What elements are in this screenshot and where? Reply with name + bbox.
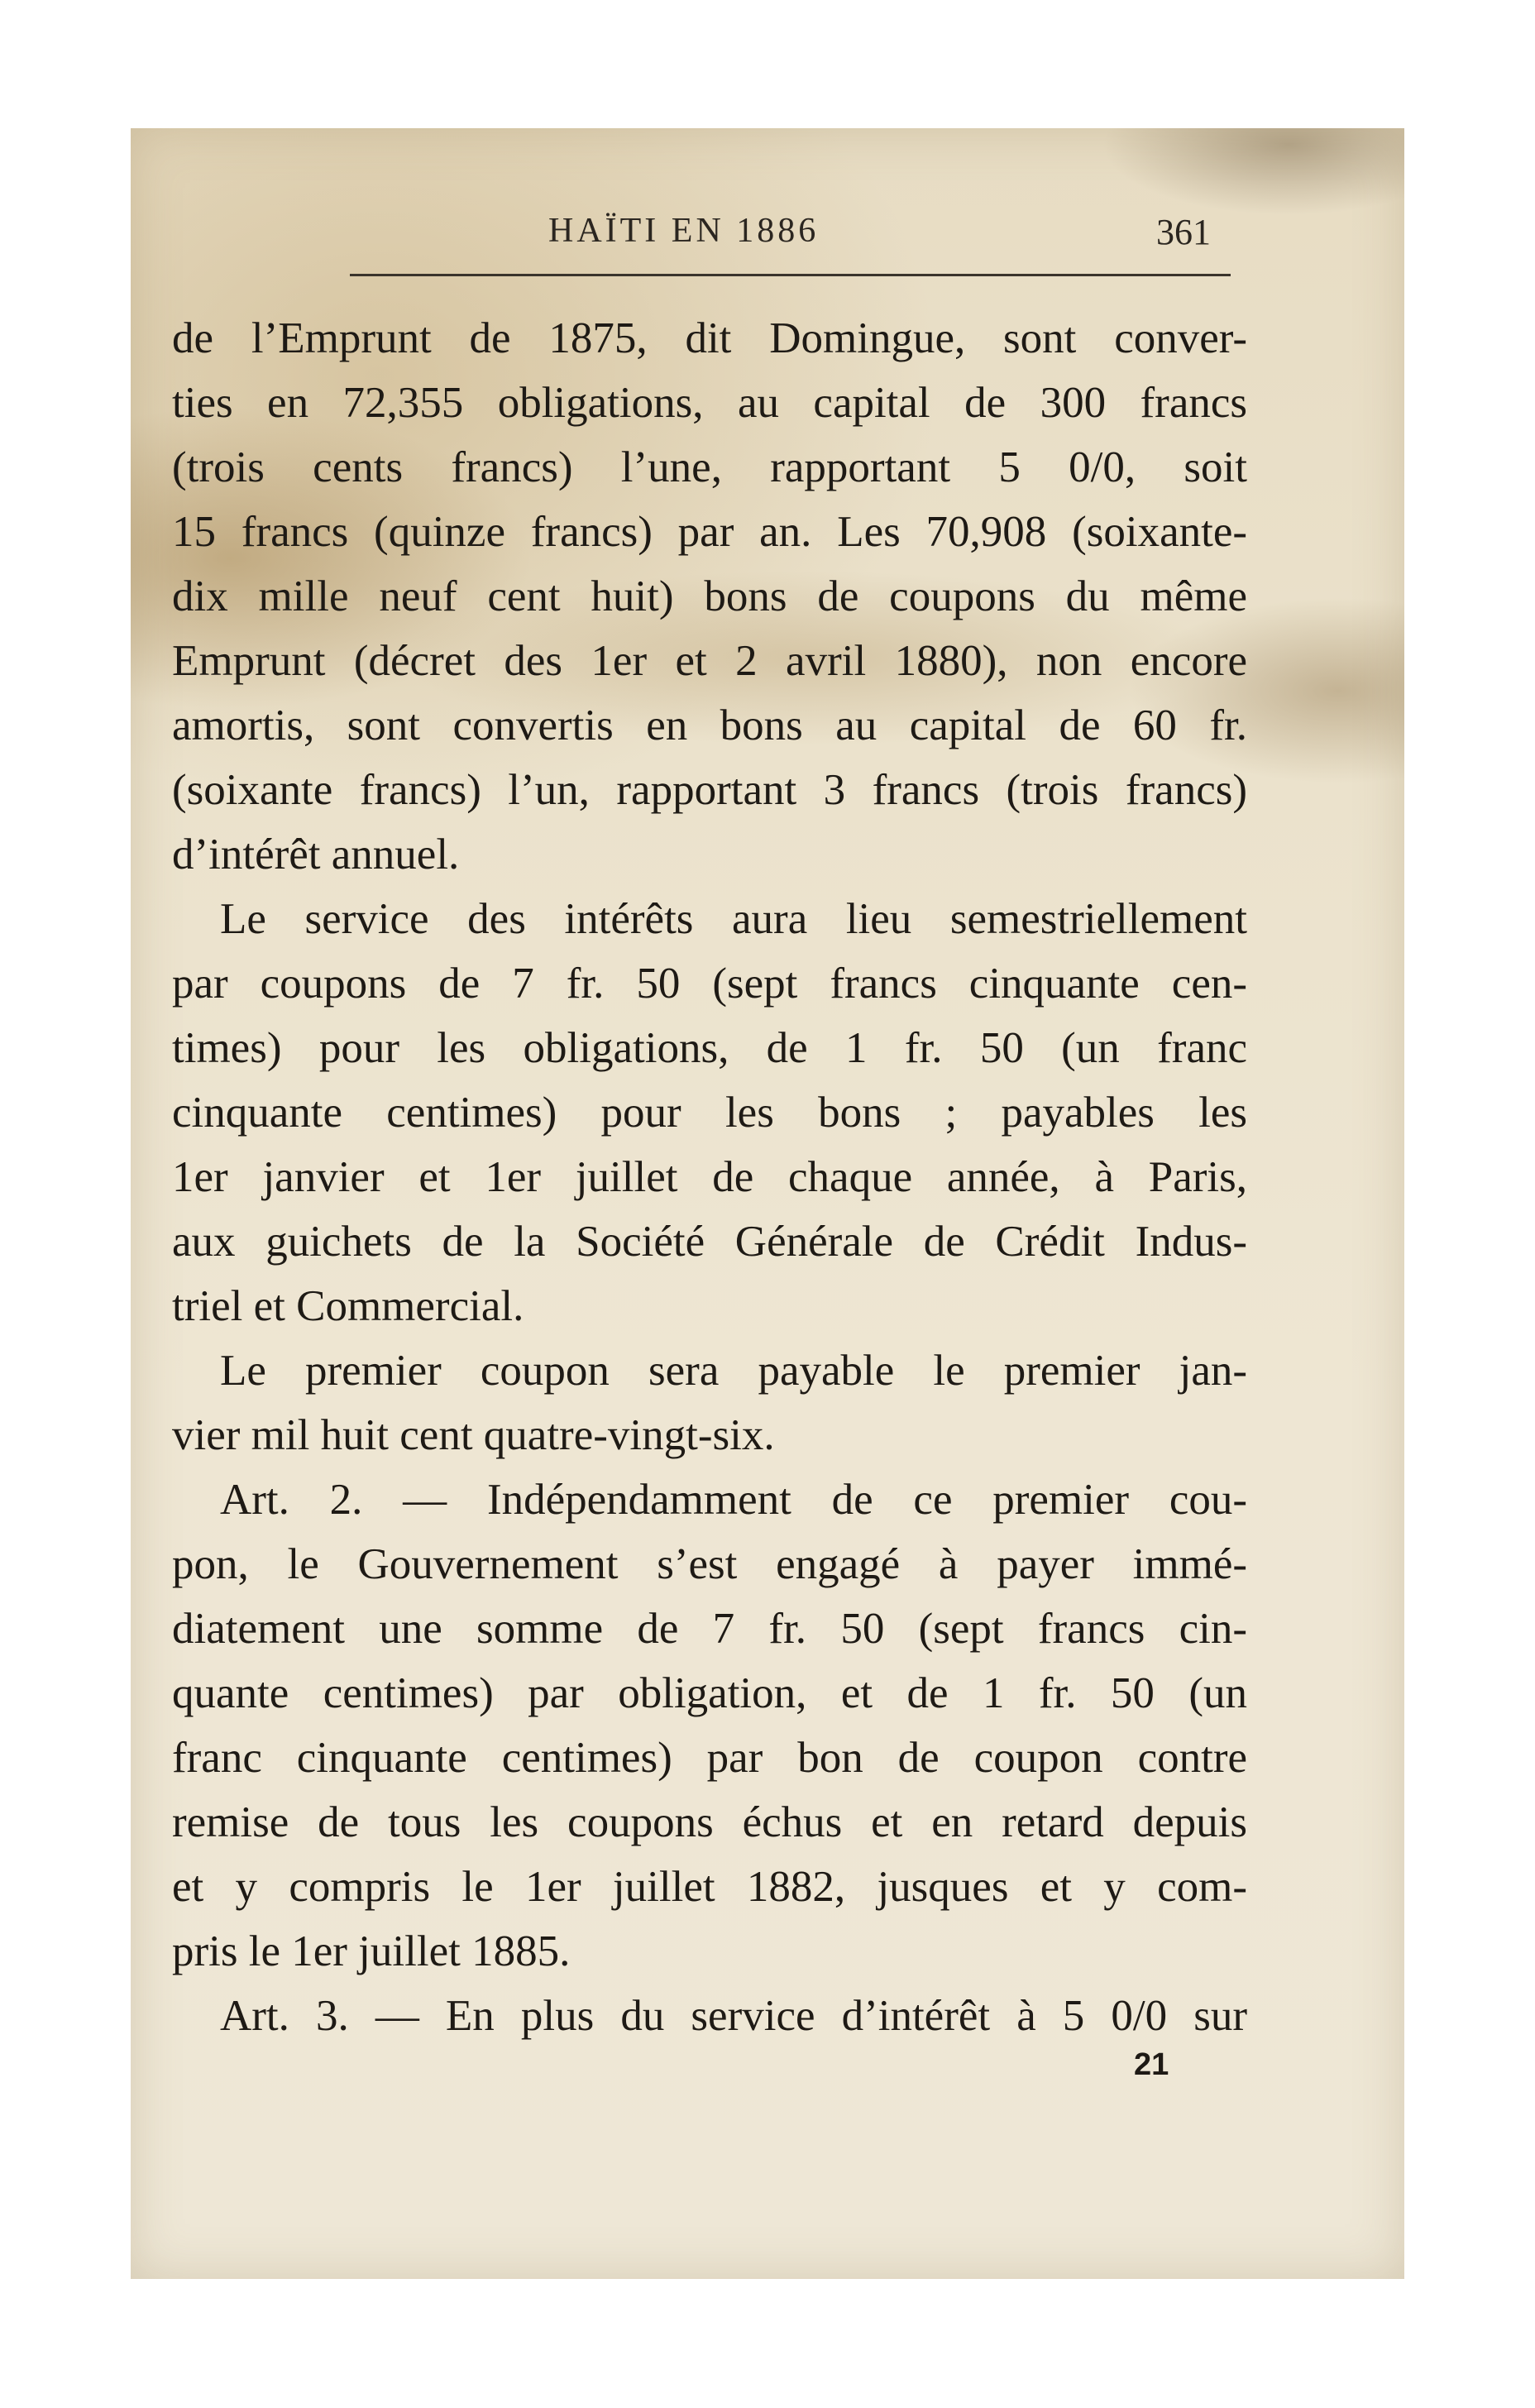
text-line: d’intérêt annuel. bbox=[172, 831, 460, 878]
text-line: Art. 2. — Indépendamment de ce premier cou- bbox=[220, 1476, 1247, 1524]
running-head bbox=[131, 211, 1404, 261]
text-line: vier mil huit cent quatre-vingt-six. bbox=[172, 1411, 775, 1459]
text-line: de l’Emprunt de 1875, dit Domingue, sont conver- bbox=[172, 314, 1247, 362]
header-rule bbox=[350, 274, 1231, 276]
text-line: (trois cents francs) l’une, rapportant 5 0/0, soit bbox=[172, 443, 1247, 491]
page-number: 361 bbox=[1156, 212, 1211, 252]
text-line: (soixante francs) l’un, rapportant 3 francs (trois francs) bbox=[172, 766, 1247, 814]
text-line: remise de tous les coupons échus et en retard depuis bbox=[172, 1798, 1247, 1846]
text-line: amortis, sont convertis en bons au capital de 60 fr. bbox=[172, 701, 1247, 749]
text-line: par coupons de 7 fr. 50 (sept francs cinquante cen- bbox=[172, 960, 1247, 1008]
text-line: 1er janvier et 1er juillet de chaque année, à Paris, bbox=[172, 1153, 1247, 1201]
text-line: times) pour les obligations, de 1 fr. 50 (un franc bbox=[172, 1024, 1247, 1072]
text-line: aux guichets de la Société Générale de Crédit Indus- bbox=[172, 1218, 1247, 1266]
text-line: quante centimes) par obligation, et de 1 fr. 50 (un bbox=[172, 1669, 1247, 1717]
text-line: pon, le Gouvernement s’est engagé à payer immé- bbox=[172, 1540, 1247, 1588]
text-line: ties en 72,355 obligations, au capital de 300 francs bbox=[172, 379, 1247, 427]
text-line: cinquante centimes) pour les bons ; payables les bbox=[172, 1089, 1247, 1137]
text-line: dix mille neuf cent huit) bons de coupons du même bbox=[172, 572, 1247, 620]
signature-mark: 21 bbox=[1134, 2047, 1169, 2082]
text-line: pris le 1er juillet 1885. bbox=[172, 1927, 571, 1975]
text-line: 15 francs (quinze francs) par an. Les 70,908 (soixante- bbox=[172, 508, 1247, 556]
text-line: Emprunt (décret des 1er et 2 avril 1880), non encore bbox=[172, 637, 1247, 685]
body-text bbox=[172, 306, 1247, 2048]
text-line: franc cinquante centimes) par bon de coupon contre bbox=[172, 1734, 1247, 1782]
text-line: Le premier coupon sera payable le premier jan- bbox=[220, 1347, 1247, 1395]
scanned-page bbox=[131, 128, 1404, 2279]
text-line: Art. 3. — En plus du service d’intérêt à 5 0/0 sur bbox=[220, 1992, 1247, 2040]
text-line: et y compris le 1er juillet 1882, jusques et y com- bbox=[172, 1863, 1247, 1911]
text-line: triel et Commercial. bbox=[172, 1282, 524, 1330]
running-title: HAÏTI EN 1886 bbox=[548, 212, 820, 250]
text-line: Le service des intérêts aura lieu semestriellement bbox=[220, 895, 1247, 943]
text-line: diatement une somme de 7 fr. 50 (sept francs cin- bbox=[172, 1605, 1247, 1653]
